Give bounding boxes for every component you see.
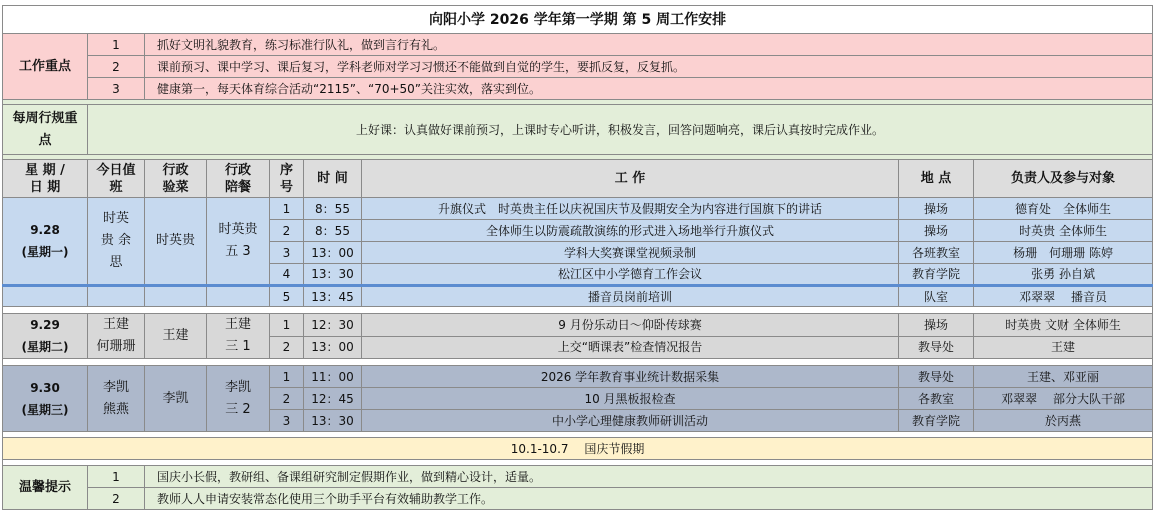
day-date-cell[interactable] xyxy=(3,314,88,359)
row-work[interactable]: 9 月份乐动日～仰卧传球赛 xyxy=(362,314,899,337)
header-date[interactable]: 星 期 / 日 期 xyxy=(3,160,88,198)
focus-no[interactable]: 3 xyxy=(88,78,145,100)
row-no[interactable]: 4 xyxy=(270,264,304,286)
page-title[interactable]: 向阳小学 2026 学年第一学期 第 5 周工作安排 xyxy=(3,6,1153,34)
row-work[interactable]: 学科大奖赛课堂视频录制 xyxy=(362,242,899,264)
day-check[interactable]: 时英贵 xyxy=(145,198,207,286)
header-no[interactable]: 序号 xyxy=(270,160,304,198)
focus-text[interactable]: 健康第一，每天体育综合活动“2115”、“70+50”关注实效，落实到位。 xyxy=(145,78,1153,100)
row-no[interactable]: 2 xyxy=(270,336,304,359)
row-work[interactable]: 松江区中小学德育工作会议 xyxy=(362,264,899,286)
day-date-cell[interactable] xyxy=(3,366,88,432)
row-work[interactable]: 上交“晒课表”检查情况报告 xyxy=(362,336,899,359)
row-no[interactable]: 2 xyxy=(270,220,304,242)
row-owner[interactable]: 於丙燕 xyxy=(974,410,1153,432)
row-place[interactable]: 各班教室 xyxy=(899,242,974,264)
row-no[interactable]: 1 xyxy=(270,314,304,337)
day-weekday: (星期二) xyxy=(21,340,69,354)
row-place[interactable]: 教育学院 xyxy=(899,264,974,286)
day-weekday: (星期一) xyxy=(21,245,69,259)
tip-text[interactable]: 国庆小长假，教研组、备课组研究制定假期作业，做到精心设计，适量。 xyxy=(145,466,1153,488)
row-time[interactable]: 11：00 xyxy=(304,366,362,388)
row-place[interactable]: 教导处 xyxy=(899,336,974,359)
empty-cell xyxy=(145,286,207,307)
row-no[interactable]: 3 xyxy=(270,242,304,264)
focus-label[interactable]: 工作重点 xyxy=(3,34,88,100)
weekly-label[interactable]: 每周行规重点 xyxy=(3,105,88,155)
day-date: 9.29 xyxy=(30,318,60,332)
row-owner[interactable]: 时英贵 全体师生 xyxy=(974,220,1153,242)
row-time[interactable]: 13：00 xyxy=(304,336,362,359)
row-owner[interactable]: 张勇 孙自斌 xyxy=(974,264,1153,286)
row-owner[interactable]: 邓翠翠 播音员 xyxy=(974,286,1153,307)
empty-cell xyxy=(88,286,145,307)
focus-text[interactable]: 课前预习、课中学习、课后复习，学科老师对学习习惯还不能做到自觉的学生，要抓反复，反复抓。 xyxy=(145,56,1153,78)
row-work[interactable]: 中小学心理健康教师研训活动 xyxy=(362,410,899,432)
row-time[interactable]: 13：30 xyxy=(304,410,362,432)
row-owner[interactable]: 邓翠翠 部分大队干部 xyxy=(974,388,1153,410)
row-work[interactable]: 2026 学年教育事业统计数据采集 xyxy=(362,366,899,388)
row-time[interactable]: 8：55 xyxy=(304,198,362,220)
day-meal[interactable]: 李凯 三 2 xyxy=(207,366,270,432)
day-meal[interactable]: 时英贵 五 3 xyxy=(207,198,270,286)
tip-text[interactable]: 教师人人申请安装常态化使用三个助手平台有效辅助教学工作。 xyxy=(145,488,1153,510)
row-owner[interactable]: 王建 xyxy=(974,336,1153,359)
row-place[interactable]: 各教室 xyxy=(899,388,974,410)
tips-label[interactable]: 温馨提示 xyxy=(3,466,88,510)
day-duty[interactable]: 李凯 熊燕 xyxy=(88,366,145,432)
header-work[interactable]: 工 作 xyxy=(362,160,899,198)
row-place[interactable]: 操场 xyxy=(899,314,974,337)
row-place[interactable]: 操场 xyxy=(899,220,974,242)
empty-cell xyxy=(3,286,88,307)
schedule-table xyxy=(2,5,1153,510)
row-no[interactable]: 2 xyxy=(270,388,304,410)
focus-no[interactable]: 1 xyxy=(88,34,145,56)
spacer-cell xyxy=(3,359,1153,366)
header-owner[interactable]: 负责人及参与对象 xyxy=(974,160,1153,198)
row-owner[interactable]: 王建、邓亚丽 xyxy=(974,366,1153,388)
day-duty[interactable]: 时英贵 余思 xyxy=(88,198,145,286)
row-work[interactable]: 10 月黑板报检查 xyxy=(362,388,899,410)
spacer-cell xyxy=(3,307,1153,314)
row-work[interactable]: 播音员岗前培训 xyxy=(362,286,899,307)
header-meal[interactable]: 行政陪餐 xyxy=(207,160,270,198)
focus-text[interactable]: 抓好文明礼貌教育，练习标准行队礼，做到言行有礼。 xyxy=(145,34,1153,56)
row-place[interactable]: 教导处 xyxy=(899,366,974,388)
row-no[interactable]: 5 xyxy=(270,286,304,307)
header-place[interactable]: 地 点 xyxy=(899,160,974,198)
holiday-note[interactable]: 10.1-10.7 国庆节假期 xyxy=(3,438,1153,460)
day-date: 9.28 xyxy=(30,223,60,237)
row-no[interactable]: 1 xyxy=(270,366,304,388)
row-no[interactable]: 1 xyxy=(270,198,304,220)
row-time[interactable]: 12：45 xyxy=(304,388,362,410)
day-duty[interactable]: 王建 何珊珊 xyxy=(88,314,145,359)
row-time[interactable]: 13：00 xyxy=(304,242,362,264)
weekly-text[interactable]: 上好课：认真做好课前预习，上课时专心听讲，积极发言，回答问题响亮，课后认真按时完成作业。 xyxy=(88,105,1153,155)
day-check[interactable]: 李凯 xyxy=(145,366,207,432)
row-time[interactable]: 8：55 xyxy=(304,220,362,242)
row-work[interactable]: 升旗仪式 时英贵主任以庆祝国庆节及假期安全为内容进行国旗下的讲话 xyxy=(362,198,899,220)
row-no[interactable]: 3 xyxy=(270,410,304,432)
header-time[interactable]: 时 间 xyxy=(304,160,362,198)
row-place[interactable]: 队室 xyxy=(899,286,974,307)
day-meal[interactable]: 王建 三 1 xyxy=(207,314,270,359)
empty-cell xyxy=(207,286,270,307)
row-owner[interactable]: 时英贵 文财 全体师生 xyxy=(974,314,1153,337)
day-check[interactable]: 王建 xyxy=(145,314,207,359)
row-owner[interactable]: 德育处 全体师生 xyxy=(974,198,1153,220)
tip-no[interactable]: 1 xyxy=(88,466,145,488)
row-time[interactable]: 13：30 xyxy=(304,264,362,286)
row-time[interactable]: 12：30 xyxy=(304,314,362,337)
day-weekday: (星期三) xyxy=(21,402,69,417)
row-time[interactable]: 13：45 xyxy=(304,286,362,307)
row-place[interactable]: 操场 xyxy=(899,198,974,220)
header-duty[interactable]: 今日值班 xyxy=(88,160,145,198)
header-check[interactable]: 行政验菜 xyxy=(145,160,207,198)
row-work[interactable]: 全体师生以防震疏散演练的形式进入场地举行升旗仪式 xyxy=(362,220,899,242)
tip-no[interactable]: 2 xyxy=(88,488,145,510)
focus-no[interactable]: 2 xyxy=(88,56,145,78)
row-owner[interactable]: 杨珊 何珊珊 陈婷 xyxy=(974,242,1153,264)
day-date: 9.30 xyxy=(30,380,60,395)
day-date-cell[interactable] xyxy=(3,198,88,286)
row-place[interactable]: 教育学院 xyxy=(899,410,974,432)
